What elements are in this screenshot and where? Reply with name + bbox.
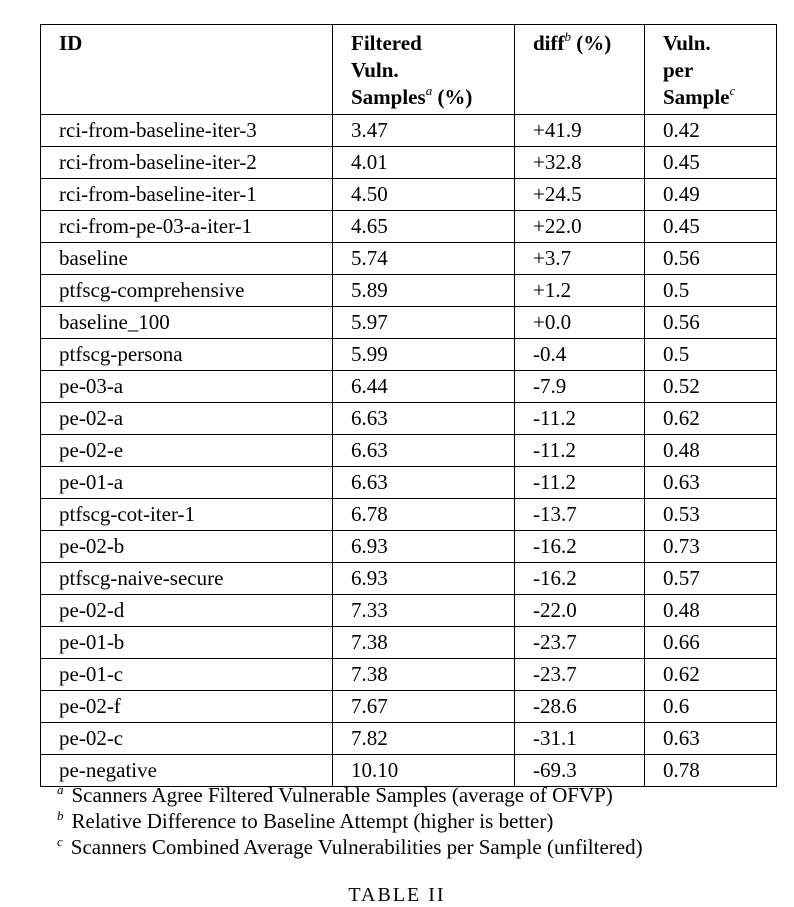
cell-vuln-per-sample: 0.56	[645, 243, 777, 275]
footnote-ref-b: b	[564, 29, 571, 44]
table-row	[41, 723, 777, 755]
footnote-ref-a: a	[425, 83, 433, 98]
cell-vuln-per-sample: 0.56	[645, 307, 777, 339]
cell-vuln-per-sample: 0.52	[645, 371, 777, 403]
cell-diff: -16.2	[515, 531, 645, 563]
cell-id: baseline	[41, 243, 333, 275]
cell-filtered-samples: 6.44	[333, 371, 515, 403]
cell-id: rci-from-baseline-iter-2	[41, 147, 333, 179]
table-row	[41, 691, 777, 723]
cell-filtered-samples: 4.50	[333, 179, 515, 211]
footnote-mark-a: a	[57, 782, 64, 797]
table-footnotes	[57, 782, 643, 860]
header-vps-line2: per	[663, 58, 694, 82]
cell-vuln-per-sample: 0.42	[645, 115, 777, 147]
table-row	[41, 275, 777, 307]
cell-diff: -31.1	[515, 723, 645, 755]
cell-diff: +24.5	[515, 179, 645, 211]
cell-filtered-samples: 5.74	[333, 243, 515, 275]
cell-diff: +3.7	[515, 243, 645, 275]
cell-filtered-samples: 5.89	[333, 275, 515, 307]
header-diff	[515, 25, 645, 115]
header-filtered-unit: (%)	[437, 85, 473, 109]
cell-filtered-samples: 10.10	[333, 755, 515, 787]
cell-vuln-per-sample: 0.63	[645, 467, 777, 499]
cell-vuln-per-sample: 0.62	[645, 403, 777, 435]
cell-filtered-samples: 6.63	[333, 467, 515, 499]
cell-filtered-samples: 7.38	[333, 627, 515, 659]
footnote-text-a: Scanners Agree Filtered Vulnerable Samples (average of OFVP)	[71, 783, 613, 807]
cell-filtered-samples: 7.67	[333, 691, 515, 723]
cell-diff: -13.7	[515, 499, 645, 531]
cell-vuln-per-sample: 0.6	[645, 691, 777, 723]
cell-id: pe-negative	[41, 755, 333, 787]
cell-vuln-per-sample: 0.48	[645, 435, 777, 467]
cell-filtered-samples: 3.47	[333, 115, 515, 147]
table-row	[41, 467, 777, 499]
table-body	[41, 115, 777, 787]
cell-id: ptfscg-naive-secure	[41, 563, 333, 595]
table-row	[41, 307, 777, 339]
cell-diff: -11.2	[515, 435, 645, 467]
cell-id: pe-02-f	[41, 691, 333, 723]
table-row	[41, 659, 777, 691]
cell-vuln-per-sample: 0.5	[645, 275, 777, 307]
cell-vuln-per-sample: 0.48	[645, 595, 777, 627]
header-filtered-samples	[333, 25, 515, 115]
cell-vuln-per-sample: 0.78	[645, 755, 777, 787]
cell-id: baseline_100	[41, 307, 333, 339]
table-row	[41, 595, 777, 627]
footnote-b	[57, 808, 643, 834]
cell-diff: +41.9	[515, 115, 645, 147]
cell-id: pe-02-c	[41, 723, 333, 755]
cell-filtered-samples: 6.63	[333, 435, 515, 467]
table-header	[41, 25, 777, 115]
header-diff-unit: (%)	[576, 31, 612, 55]
cell-filtered-samples: 4.65	[333, 211, 515, 243]
cell-diff: -16.2	[515, 563, 645, 595]
cell-vuln-per-sample: 0.66	[645, 627, 777, 659]
cell-vuln-per-sample: 0.5	[645, 339, 777, 371]
header-filtered-line1: Filtered	[351, 31, 422, 55]
table-row	[41, 563, 777, 595]
cell-vuln-per-sample: 0.45	[645, 211, 777, 243]
cell-filtered-samples: 6.78	[333, 499, 515, 531]
table-row	[41, 115, 777, 147]
footnote-mark-b: b	[57, 808, 64, 823]
table-row	[41, 403, 777, 435]
cell-id: ptfscg-persona	[41, 339, 333, 371]
cell-filtered-samples: 6.93	[333, 563, 515, 595]
cell-filtered-samples: 7.38	[333, 659, 515, 691]
cell-diff: +0.0	[515, 307, 645, 339]
cell-vuln-per-sample: 0.63	[645, 723, 777, 755]
cell-diff: -22.0	[515, 595, 645, 627]
header-vuln-per-sample	[645, 25, 777, 115]
header-vps-line1: Vuln.	[663, 31, 711, 55]
table-row	[41, 371, 777, 403]
cell-filtered-samples: 7.82	[333, 723, 515, 755]
table-row	[41, 627, 777, 659]
footnote-c	[57, 834, 643, 860]
cell-diff: +22.0	[515, 211, 645, 243]
cell-filtered-samples: 5.97	[333, 307, 515, 339]
table-row	[41, 147, 777, 179]
cell-id: pe-01-c	[41, 659, 333, 691]
header-diff-label: diff	[533, 31, 565, 55]
header-id	[41, 25, 333, 115]
table-row	[41, 339, 777, 371]
cell-vuln-per-sample: 0.49	[645, 179, 777, 211]
cell-id: rci-from-pe-03-a-iter-1	[41, 211, 333, 243]
table-row	[41, 243, 777, 275]
cell-diff: -23.7	[515, 659, 645, 691]
table-caption: TABLE II	[348, 884, 446, 906]
cell-diff: -28.6	[515, 691, 645, 723]
cell-vuln-per-sample: 0.57	[645, 563, 777, 595]
cell-filtered-samples: 5.99	[333, 339, 515, 371]
cell-filtered-samples: 6.63	[333, 403, 515, 435]
cell-id: pe-02-d	[41, 595, 333, 627]
cell-diff: -0.4	[515, 339, 645, 371]
cell-id: pe-02-a	[41, 403, 333, 435]
footnote-text-b: Relative Difference to Baseline Attempt (higher is better)	[71, 809, 554, 833]
cell-filtered-samples: 7.33	[333, 595, 515, 627]
footnote-text-c: Scanners Combined Average Vulnerabilities per Sample (unfiltered)	[70, 835, 643, 859]
cell-id: pe-02-e	[41, 435, 333, 467]
cell-vuln-per-sample: 0.53	[645, 499, 777, 531]
cell-diff: -23.7	[515, 627, 645, 659]
footnote-ref-c: c	[729, 83, 736, 98]
header-id-label: ID	[59, 31, 83, 55]
table-row	[41, 179, 777, 211]
cell-filtered-samples: 4.01	[333, 147, 515, 179]
cell-id: pe-02-b	[41, 531, 333, 563]
header-row	[41, 25, 777, 115]
cell-diff: +32.8	[515, 147, 645, 179]
table-row	[41, 531, 777, 563]
cell-vuln-per-sample: 0.62	[645, 659, 777, 691]
cell-id: pe-01-b	[41, 627, 333, 659]
footnote-mark-c: c	[57, 834, 63, 849]
header-vps-line3: Sample	[663, 85, 730, 109]
cell-id: rci-from-baseline-iter-3	[41, 115, 333, 147]
cell-vuln-per-sample: 0.45	[645, 147, 777, 179]
cell-vuln-per-sample: 0.73	[645, 531, 777, 563]
cell-id: pe-01-a	[41, 467, 333, 499]
table-row	[41, 435, 777, 467]
cell-id: rci-from-baseline-iter-1	[41, 179, 333, 211]
results-table	[40, 24, 777, 787]
cell-id: ptfscg-comprehensive	[41, 275, 333, 307]
cell-id: pe-03-a	[41, 371, 333, 403]
cell-diff: +1.2	[515, 275, 645, 307]
footnote-a	[57, 782, 643, 808]
cell-diff: -11.2	[515, 467, 645, 499]
cell-id: ptfscg-cot-iter-1	[41, 499, 333, 531]
header-filtered-line3: Samples	[351, 85, 426, 109]
cell-filtered-samples: 6.93	[333, 531, 515, 563]
table-row	[41, 499, 777, 531]
cell-diff: -69.3	[515, 755, 645, 787]
header-filtered-line2: Vuln.	[351, 58, 399, 82]
table-row	[41, 211, 777, 243]
cell-diff: -11.2	[515, 403, 645, 435]
cell-diff: -7.9	[515, 371, 645, 403]
